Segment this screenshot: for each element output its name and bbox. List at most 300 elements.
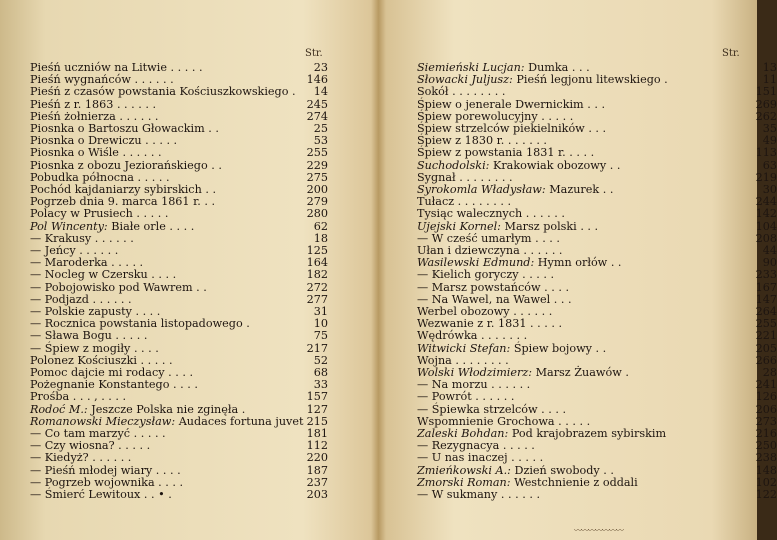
entry-leader-dots: . .	[592, 341, 607, 355]
entry-page-number: 255	[306, 146, 328, 160]
entry-text: — Sława Bogu	[30, 329, 112, 343]
entry-title	[417, 111, 573, 123]
entry-title	[417, 343, 606, 355]
entry-title	[30, 452, 131, 464]
entry-title	[417, 379, 530, 391]
entry-leader-dots: .	[660, 73, 668, 87]
entry-author: Zmorski Roman:	[417, 475, 511, 489]
entry-author: Suchodolski:	[417, 158, 490, 172]
entry-leader-dots: . . . . . .	[504, 134, 547, 148]
entry-leader-dots: . . . . .	[499, 439, 535, 453]
entry-page-number: 215	[306, 414, 328, 428]
entry-leader-dots: . . . . . .	[88, 451, 132, 465]
entry-leader-dots: . . . . . .	[509, 305, 553, 318]
entry-title	[417, 489, 540, 501]
entry-text: — Na morzu	[417, 378, 488, 392]
entry-text: — U nas inaczej	[417, 451, 508, 465]
entry-title	[30, 355, 173, 367]
entry-leader-dots: . . . . . . . .	[455, 170, 513, 184]
entry-page-number: 68	[313, 366, 328, 379]
entry-title	[30, 86, 296, 98]
entry-page-number: 10	[313, 317, 328, 331]
entry-page-number: 126	[755, 390, 777, 404]
entry-text: — Śpiewka strzelców	[417, 402, 538, 416]
entry-page-number: 269	[755, 97, 777, 111]
entry-leader-dots: . . . . . .	[471, 390, 515, 404]
entry-page-number: 220	[306, 451, 328, 465]
entry-leader-dots: . . . . . .	[75, 244, 119, 257]
entry-title	[417, 221, 598, 233]
entry-page-number: 244	[755, 195, 777, 209]
entry-page-number: 146	[306, 73, 328, 87]
entry-text: Wspomnienie Grochowa	[417, 414, 555, 428]
entry-text: Śpiew bojowy	[510, 341, 592, 355]
page-number-header: Str.	[305, 48, 323, 59]
entry-title	[417, 477, 638, 489]
entry-page-number: 151	[755, 85, 777, 99]
entry-title	[417, 416, 590, 428]
entry-text: — Co tam marzyć	[30, 427, 131, 440]
entry-text: — Marsz powstańców	[417, 280, 541, 294]
entry-page-number: 167	[755, 280, 777, 294]
entry-text: — Śmierć Lewitoux	[30, 488, 141, 501]
entry-page-number: 187	[306, 463, 328, 477]
entry-page-number: 104	[755, 219, 777, 233]
entry-leader-dots: . . . .	[131, 305, 161, 318]
entry-title	[30, 257, 143, 269]
entry-title	[417, 330, 527, 342]
entry-leader-dots: . . .	[568, 61, 590, 74]
entry-title	[30, 62, 203, 74]
entry-leader-dots: . . . .	[154, 475, 184, 489]
entry-title	[30, 343, 159, 355]
entry-leader-dots: . . . . .	[111, 329, 148, 343]
entry-leader-dots: . .	[606, 158, 621, 172]
entry-page-number: 113	[755, 146, 777, 160]
entry-leader-dots: .	[238, 402, 246, 416]
entry-leader-dots: . . . . .	[166, 61, 203, 74]
entry-page-number: 229	[306, 158, 328, 172]
entry-text: Piosnka z obozu Jeziorańskiego	[30, 158, 208, 172]
entry-title	[417, 208, 565, 220]
entry-text: Sokół	[417, 85, 449, 99]
entry-author: Wolski Włodzimierz:	[417, 366, 533, 379]
entry-title	[417, 282, 569, 294]
entry-page-number: 272	[306, 280, 328, 294]
entry-leader-dots: . . . . .	[114, 439, 151, 453]
entry-page-number: 33	[313, 378, 328, 392]
entry-title	[417, 318, 562, 330]
entry-leader-dots: . . .	[576, 219, 599, 233]
entry-text: Tysiąc walecznych	[417, 207, 523, 221]
entry-text: — Polskie zapusty	[30, 305, 132, 318]
entry-text: — Rocznica powstania listopadowego	[30, 317, 243, 331]
entry-leader-dots: . . . .	[537, 402, 567, 416]
entry-page-number: 264	[755, 305, 777, 318]
entry-text: Piosnka o Bartoszu Głowackim	[30, 122, 205, 135]
entry-page-number: 233	[755, 268, 777, 282]
entry-leader-dots: . . . . . .	[88, 292, 132, 306]
entry-page-number: 181	[306, 427, 328, 440]
entry-page-number: 11	[762, 73, 777, 87]
entry-text: Tułacz	[417, 195, 455, 209]
entry-page-number: 44	[762, 244, 777, 257]
entry-leader-dots: . . . .	[130, 341, 159, 355]
entry-text: Pieśń legjonu litewskiego	[512, 73, 661, 87]
entry-leader-dots: . . . . .	[132, 207, 169, 221]
entry-leader-dots: .	[288, 85, 296, 99]
entry-text: — Maroderka	[30, 256, 108, 270]
entry-page-number: 273	[755, 414, 777, 428]
page-number-header: Str.	[722, 48, 740, 59]
entry-text: — Pogrzeb wojownika	[30, 475, 155, 489]
entry-title	[417, 440, 535, 452]
entry-title	[417, 233, 560, 245]
entry-title	[417, 452, 543, 464]
entry-title	[30, 233, 134, 245]
entry-title	[30, 221, 194, 233]
entry-page-number: 203	[306, 488, 328, 501]
entry-leader-dots: . . . . . . . .	[448, 85, 506, 99]
entry-leader-dots: . . . . . .	[487, 378, 531, 392]
entry-page-number: 280	[306, 207, 328, 221]
entry-page-number: 142	[755, 207, 777, 221]
entry-leader-dots: . . . . . .	[130, 73, 174, 87]
entry-page-number: 157	[306, 390, 328, 404]
entry-title	[30, 208, 168, 220]
entry-page-number: 221	[755, 329, 777, 343]
entry-author: Zaleski Bohdan:	[417, 427, 509, 440]
entry-text: — Powrót	[417, 390, 472, 404]
entry-text: Prośba	[30, 390, 70, 404]
entry-title	[417, 269, 554, 281]
entry-author: Ujejski Kornel:	[417, 219, 501, 233]
entry-leader-dots: . .	[204, 122, 219, 135]
entry-page-number: 277	[306, 292, 328, 306]
entry-page-number: 102	[755, 475, 777, 489]
entry-page-number: 23	[313, 61, 328, 74]
entry-leader-dots: . . . .	[531, 231, 560, 245]
entry-text: — Kiedyż?	[30, 451, 89, 465]
ornamental-rule: 〰〰〰〰〰〰〰	[574, 526, 623, 535]
entry-page-number: 206	[755, 402, 777, 416]
entry-text: Hymn orłów	[534, 256, 608, 270]
entry-title	[30, 440, 150, 452]
entry-author: Zmieńkowski A.:	[417, 463, 511, 477]
entry-leader-dots: . . . . .	[537, 109, 574, 123]
entry-text: — Śpiew z mogiły	[30, 341, 131, 355]
entry-title	[417, 184, 613, 196]
entry-text: Pochód kajdaniarzy sybirskich	[30, 183, 202, 196]
entry-leader-dots: . . . . . .	[519, 244, 563, 257]
entry-title	[30, 367, 193, 379]
entry-page-number: 52	[313, 353, 328, 367]
entry-page-number: 35	[762, 122, 777, 135]
entry-text: Ułan i dziewczyna	[417, 244, 520, 257]
entry-page-number: 14	[313, 85, 328, 99]
entry-page-number: 262	[755, 109, 777, 123]
entry-leader-dots: . . . . . .	[118, 146, 162, 160]
entry-title	[417, 367, 629, 379]
entry-title	[30, 282, 207, 294]
entry-leader-dots: . . . . . .	[113, 97, 157, 111]
entry-leader-dots: . . . . . .	[91, 231, 134, 245]
entry-text: — Nocleg w Czersku	[30, 268, 148, 282]
entry-leader-dots: . . . .	[169, 378, 198, 392]
entry-author: Rodoć M.:	[30, 402, 88, 416]
entry-title	[30, 123, 219, 135]
entry-title	[417, 86, 505, 98]
entry-leader-dots: . .	[201, 183, 217, 196]
entry-leader-dots: .	[242, 317, 250, 331]
entry-page-number: 125	[306, 244, 328, 257]
entry-page-number: 31	[313, 305, 328, 318]
entry-text: Śpiew strzelców piekielników	[417, 122, 585, 135]
entry-page-number: 63	[762, 158, 777, 172]
entry-text: — W cześć umarłym	[417, 231, 532, 245]
entry-page-number: 75	[313, 329, 328, 343]
entry-leader-dots: . . . , . . . .	[69, 390, 127, 404]
entry-page-number: 112	[306, 439, 328, 453]
entry-leader-dots: . . . .	[540, 280, 570, 294]
entry-page-number: 13	[762, 61, 777, 74]
entry-page-number: 49	[762, 134, 777, 148]
entry-author: Witwicki Stefan:	[417, 341, 511, 355]
entry-page-number: 127	[306, 402, 328, 416]
entry-text: Pieśń żołnierza	[30, 109, 116, 123]
entry-leader-dots: . . . . . .	[522, 207, 565, 221]
entry-text: Pomoc dajcie mi rodacy	[30, 366, 165, 379]
entry-title	[30, 465, 181, 477]
entry-leader-dots: . . . . .	[133, 170, 170, 184]
entry-page-number: 245	[306, 97, 328, 111]
entry-title	[417, 245, 563, 257]
entry-title	[417, 172, 513, 184]
entry-text: Mazurek	[545, 183, 600, 196]
entry-title	[417, 355, 509, 367]
entry-page-number: 241	[755, 378, 777, 392]
entry-leader-dots: . . . . .	[507, 451, 544, 465]
entry-leader-dots: . . . . .	[518, 268, 555, 282]
entry-text: Pobudka północna	[30, 170, 134, 184]
entry-text: Śpiew z powstania 1831 r.	[417, 146, 566, 160]
entry-page-number: 90	[762, 256, 777, 270]
entry-title	[30, 404, 245, 416]
entry-title	[30, 330, 147, 342]
entry-leader-dots: . . .	[550, 292, 572, 306]
entry-page-number: 217	[306, 341, 328, 355]
entry-title	[417, 160, 620, 172]
entry-page-number: 255	[755, 317, 777, 331]
entry-title	[417, 404, 566, 416]
entry-page-number: 28	[762, 366, 777, 379]
entry-title	[417, 62, 590, 74]
entry-page-number: 147	[755, 292, 777, 306]
entry-text: — Krakusy	[30, 231, 92, 245]
entry-leader-dots: . . • .	[140, 488, 172, 501]
entry-title	[30, 318, 250, 330]
entry-page-number: 182	[306, 268, 328, 282]
entry-page-number: 237	[306, 475, 328, 489]
entry-page-number: 30	[762, 183, 777, 196]
entry-leader-dots: . . . . . . . .	[451, 353, 509, 367]
entry-text: Sygnał	[417, 170, 456, 184]
entry-leader-dots: . . . .	[147, 268, 177, 282]
entry-author: Wasilewski Edmund:	[417, 256, 535, 270]
entry-text: Wezwanie z r. 1831	[417, 317, 527, 331]
entry-text: Białe orle	[107, 219, 166, 233]
entry-leader-dots: . .	[599, 463, 614, 477]
entry-leader-dots: . .	[599, 183, 614, 196]
entry-author: Syrokomla Władysław:	[417, 183, 546, 196]
entry-leader-dots: . .	[607, 256, 622, 270]
entry-title	[30, 135, 177, 147]
entry-text: Pieśń uczniów na Litwie	[30, 61, 167, 74]
entry-leader-dots: . . . . . . . .	[454, 195, 512, 209]
entry-title	[30, 196, 215, 208]
entry-text: — Pobojowisko pod Wawrem	[30, 280, 193, 294]
left-page	[0, 0, 378, 540]
entry-leader-dots: . . . . . . .	[477, 329, 528, 343]
entry-author: Romanowski Mieczysław:	[30, 414, 176, 428]
entry-title	[30, 245, 118, 257]
entry-page-number: 274	[306, 109, 328, 123]
entry-text: Marsz polski	[500, 219, 577, 233]
entry-author: Słowacki Juljusz:	[417, 73, 513, 87]
entry-page-number: 200	[306, 183, 328, 196]
entry-leader-dots: . . . . .	[130, 427, 166, 440]
entry-author: Pol Wincenty:	[30, 219, 108, 233]
entry-leader-dots: .	[621, 366, 629, 379]
entry-text: Śpiew o jenerale Dwernickim	[417, 97, 584, 111]
entry-title	[417, 391, 514, 403]
entry-text: Wojna	[417, 353, 452, 367]
entry-leader-dots: . . .	[584, 122, 607, 135]
entry-title	[417, 257, 622, 269]
entry-text: Śpiew z 1830 r.	[417, 134, 505, 148]
entry-text: Werbel obozowy	[417, 305, 510, 318]
entry-text: Dumka	[524, 61, 569, 74]
entry-author: Siemieński Lucjan:	[417, 61, 525, 74]
entry-title	[30, 379, 198, 391]
entry-leader-dots: . . . . .	[136, 353, 173, 367]
entry-text: Pogrzeb dnia 9. marca 1861 r.	[30, 195, 201, 209]
entry-page-number: 164	[306, 256, 328, 270]
entry-page-number: 275	[306, 170, 328, 184]
entry-text: — Pieśń młodej wiary	[30, 463, 153, 477]
entry-text: Polacy w Prusiech	[30, 207, 133, 221]
entry-title	[417, 196, 511, 208]
entry-page-number: 122	[755, 488, 777, 501]
entry-text: Pieśń wygnańców	[30, 73, 131, 87]
entry-text: Pożegnanie Konstantego	[30, 378, 170, 392]
entry-leader-dots: . . . . .	[141, 134, 178, 148]
entry-leader-dots: . . . .	[165, 219, 195, 233]
entry-page-number: 250	[755, 439, 777, 453]
entry-title	[30, 416, 303, 428]
entry-page-number: 25	[313, 122, 328, 135]
entry-text: Pieśń z czasów powstania Kościuszkowskiego	[30, 85, 289, 99]
entry-title	[30, 99, 156, 111]
entry-page-number: 62	[313, 219, 328, 233]
entry-title	[417, 428, 666, 440]
entry-leader-dots: . . . . .	[526, 317, 563, 331]
entry-text: Polonez Kościuszki	[30, 353, 137, 367]
entry-text: Marsz Żuawów	[532, 366, 622, 379]
entry-text: Piosnka o Drewiczu	[30, 134, 142, 148]
entry-title	[30, 489, 172, 501]
entry-leader-dots: . . . . .	[554, 414, 591, 428]
entry-text: Dzień swobody	[510, 463, 600, 477]
entry-leader-dots: . .	[192, 280, 207, 294]
entry-text: — Podjazd	[30, 292, 89, 306]
entry-title	[30, 160, 222, 172]
entry-title	[30, 391, 126, 403]
entry-title	[30, 428, 166, 440]
entry-title	[417, 294, 572, 306]
entry-text: — Rezygnacya	[417, 439, 500, 453]
entry-title	[30, 306, 160, 318]
entry-text: — W sukmany	[417, 488, 498, 501]
entry-leader-dots: . . . . . .	[115, 109, 159, 123]
entry-page-number: 208	[755, 231, 777, 245]
entry-text: — Jeńcy	[30, 244, 76, 257]
entry-title	[30, 147, 162, 159]
entry-leader-dots: . . . . .	[107, 256, 144, 270]
entry-leader-dots: . .	[200, 195, 216, 209]
entry-text: — Na Wawel, na Wawel	[417, 292, 551, 306]
entry-title	[30, 111, 159, 123]
entry-text: Pieśń z r. 1863	[30, 97, 114, 111]
entry-page-number: 205	[755, 341, 777, 355]
entry-text: Jeszcze Polska nie zginęła	[87, 402, 239, 416]
entry-page-number: 18	[313, 231, 328, 245]
entry-page-number: 266	[755, 353, 777, 367]
entry-page-number: 219	[755, 170, 777, 184]
right-page	[379, 0, 777, 540]
entry-title	[417, 306, 552, 318]
entry-title	[30, 477, 183, 489]
entry-leader-dots: . .	[207, 158, 222, 172]
entry-title	[417, 147, 594, 159]
entry-text: Wędrówka	[417, 329, 478, 343]
entry-text: Audaces fortuna juvet	[175, 414, 304, 428]
entry-page-number: 238	[755, 451, 777, 465]
entry-leader-dots: . . . . . .	[497, 488, 541, 501]
entry-title	[417, 74, 668, 86]
entry-page-number: 279	[306, 195, 328, 209]
entry-leader-dots: . . . .	[565, 146, 595, 160]
entry-text: Śpiew porewolucyjny	[417, 109, 538, 123]
entry-text: — Kielich goryczy	[417, 268, 519, 282]
entry-leader-dots: . . .	[583, 97, 606, 111]
entry-title	[417, 465, 614, 477]
entry-title	[30, 172, 170, 184]
entry-title	[30, 269, 176, 281]
entry-text: Piosnka o Wiśle	[30, 146, 119, 160]
entry-title	[30, 294, 132, 306]
entry-page-number: 53	[313, 134, 328, 148]
entry-text: Pod krajobrazem sybirskim	[508, 427, 667, 440]
entry-text: — Czy wiosna?	[30, 439, 115, 453]
entry-title	[30, 74, 174, 86]
entry-text: Krakowiak obozowy	[489, 158, 607, 172]
entry-text: Westchnienie z oddali	[510, 475, 638, 489]
entry-page-number: 148	[755, 463, 777, 477]
entry-leader-dots: . . . .	[152, 463, 181, 477]
entry-page-number: 216	[755, 427, 777, 440]
entry-leader-dots: . . . .	[164, 366, 193, 379]
